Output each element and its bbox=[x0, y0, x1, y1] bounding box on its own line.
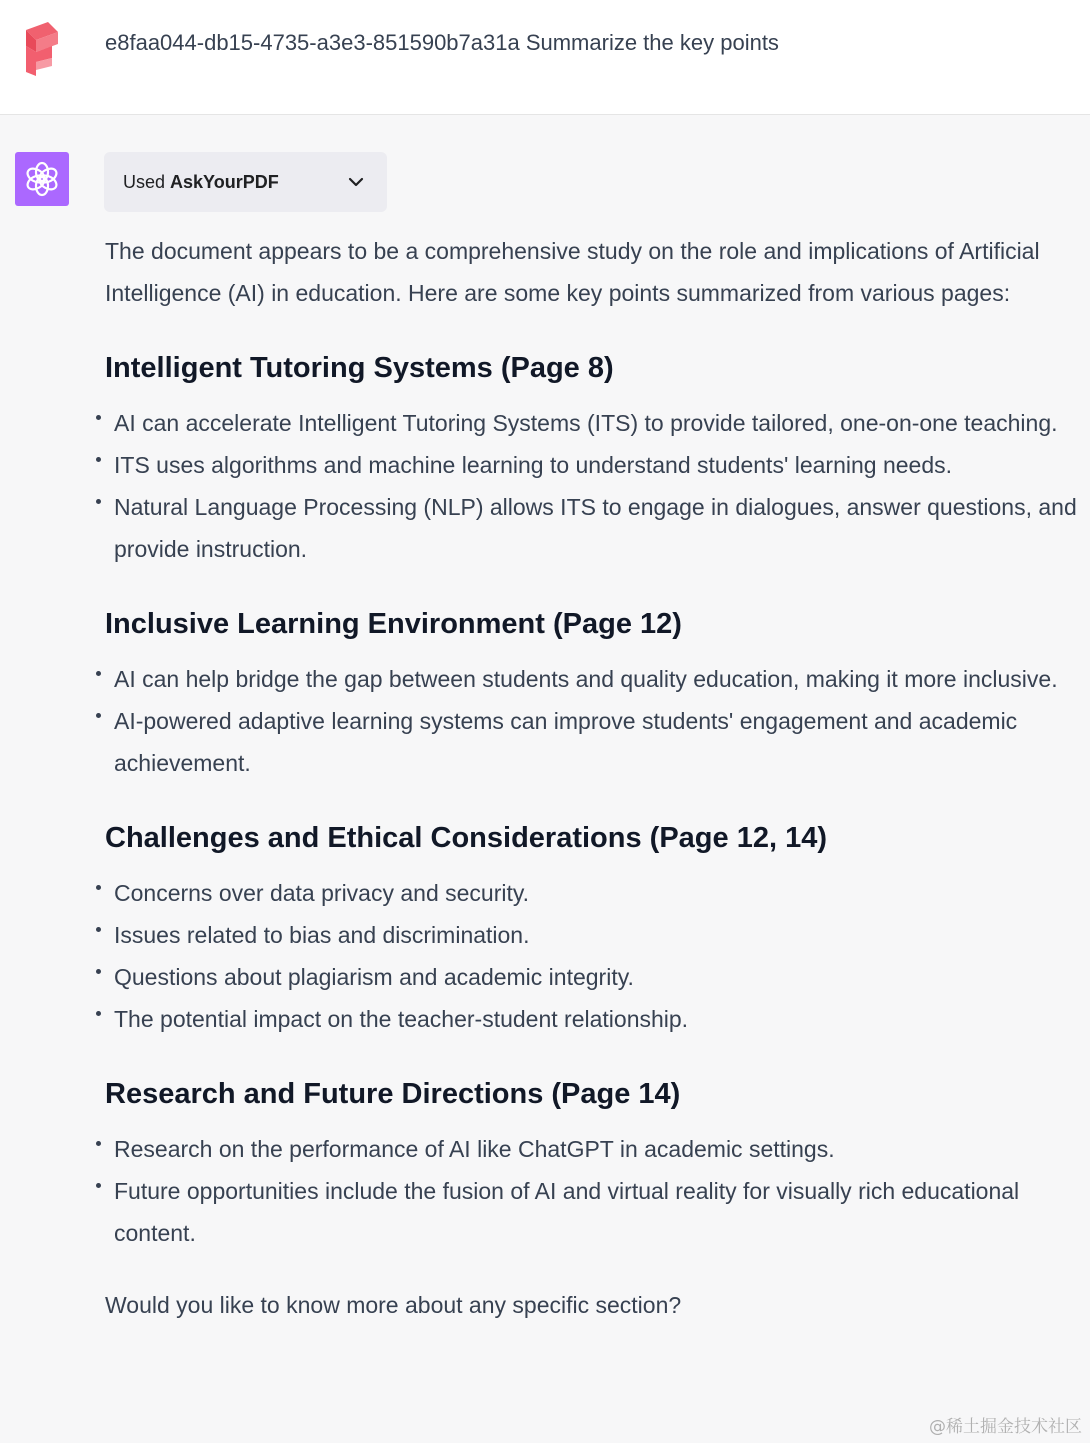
section-title: Research and Future Directions (Page 14) bbox=[105, 1078, 681, 1110]
user-message-row bbox=[0, 0, 1090, 115]
chevron-down-icon[interactable] bbox=[345, 171, 367, 193]
plugin-usage-toggle[interactable] bbox=[104, 152, 387, 212]
list-item: Issues related to bias and discrimination. bbox=[105, 914, 1090, 956]
list-item: AI can help bridge the gap between students and quality education, making it more inclusive. bbox=[105, 658, 1090, 700]
bullet-list bbox=[105, 872, 1090, 1040]
list-item: ITS uses algorithms and machine learning to understand students' learning needs. bbox=[105, 444, 1090, 486]
openai-logo-icon bbox=[15, 152, 69, 206]
list-item: Concerns over data privacy and security. bbox=[105, 872, 1090, 914]
bullet-list bbox=[105, 1128, 1090, 1254]
list-item: AI-powered adaptive learning systems can improve students' engagement and academic achievement. bbox=[105, 700, 1090, 784]
section-title: Inclusive Learning Environment (Page 12) bbox=[105, 608, 682, 640]
bullet-list bbox=[105, 658, 1090, 784]
response-intro: The document appears to be a comprehensive study on the role and implications of Artificial Intelligence (AI) in education. Here are some key points summarized from various pages: bbox=[105, 238, 1040, 306]
list-item: The potential impact on the teacher-student relationship. bbox=[105, 998, 1090, 1040]
askyourpdf-logo-icon bbox=[18, 22, 64, 78]
plugin-used-label: Used bbox=[123, 171, 166, 192]
user-message-text: e8faa044-db15-4735-a3e3-851590b7a31a Summarize the key points bbox=[105, 30, 779, 55]
assistant-response bbox=[105, 230, 1090, 1326]
list-item: AI can accelerate Intelligent Tutoring Systems (ITS) to provide tailored, one-on-one teaching. bbox=[105, 402, 1090, 444]
list-item: Research on the performance of AI like ChatGPT in academic settings. bbox=[105, 1128, 1090, 1170]
watermark: @稀土掘金技术社区 bbox=[929, 1417, 1082, 1437]
list-item: Future opportunities include the fusion of AI and virtual reality for visually rich educational content. bbox=[105, 1170, 1090, 1254]
section-title: Intelligent Tutoring Systems (Page 8) bbox=[105, 352, 614, 384]
plugin-name: AskYourPDF bbox=[170, 171, 279, 192]
bullet-list bbox=[105, 402, 1090, 570]
section-title: Challenges and Ethical Considerations (Page 12, 14) bbox=[105, 822, 827, 854]
response-closing-question: Would you like to know more about any specific section? bbox=[105, 1292, 682, 1318]
list-item: Natural Language Processing (NLP) allows ITS to engage in dialogues, answer questions, and provide instruction. bbox=[105, 486, 1090, 570]
list-item: Questions about plagiarism and academic integrity. bbox=[105, 956, 1090, 998]
